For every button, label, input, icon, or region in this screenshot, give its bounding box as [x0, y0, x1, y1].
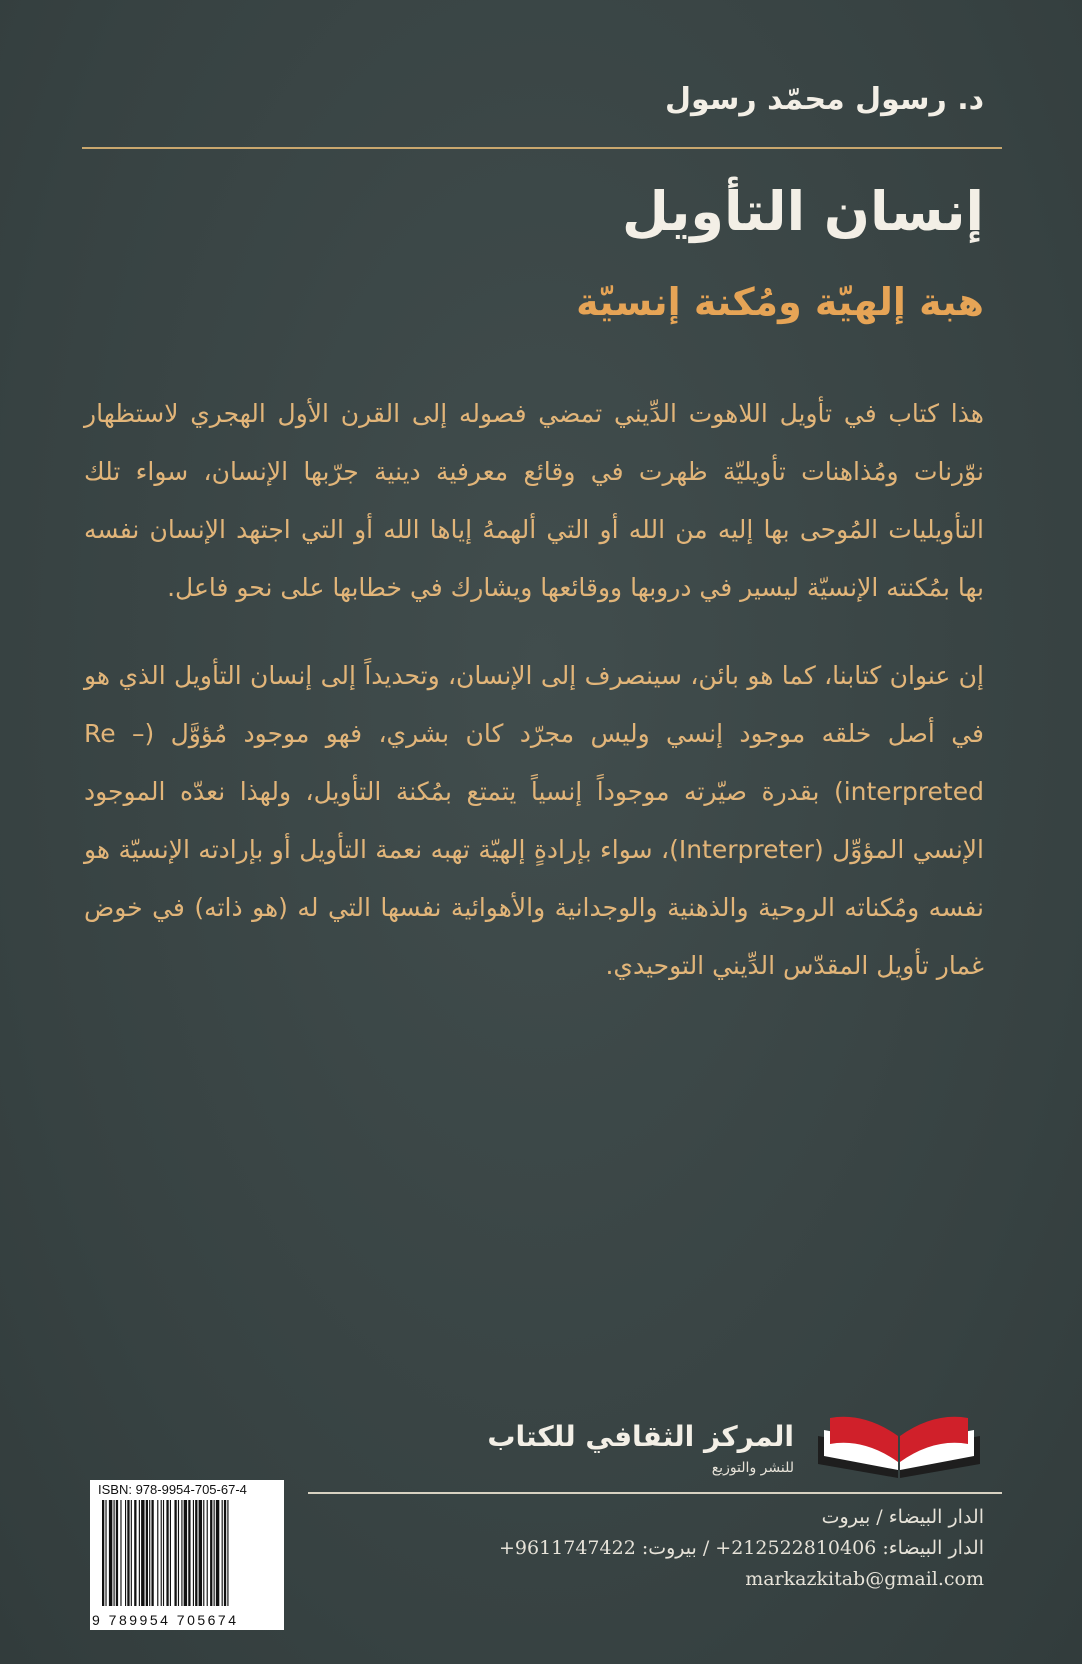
isbn-barcode	[90, 1480, 284, 1630]
top-divider	[82, 147, 1002, 149]
description-paragraph-1: هذا كتاب في تأويل اللاهوت الدِّيني تمضي فصوله إلى القرن الأول الهجري لاستظهار نوّرنات ومُذاهنات تأويليّة ظهرت في وقائع معرفية دينية جرّبها الإنسان، سواء تلك التأويليات المُوحى بها إليه من الله أو التي ألهمهُ إياها الله أو التي اجتهد الإنسان نفسه بها بمُكنته الإنسيّة ليسير في دروبها ووقائعها ويشارك في خطابها على نحو فاعل.	[84, 399, 984, 602]
bottom-divider	[308, 1492, 1002, 1494]
book-description	[84, 385, 984, 995]
open-book-logo-icon	[814, 1412, 984, 1482]
author-name: د. رسول محمّد رسول	[665, 82, 984, 117]
publisher-tagline: للنشر والتوزيع	[711, 1460, 794, 1476]
book-subtitle: هبة إلهيّة ومُكنة إنسيّة	[576, 280, 984, 324]
book-title: إنسان التأويل	[621, 180, 984, 243]
publisher-phones: الدار البيضاء: 212522810406+ / بيروت: 9611747422+	[498, 1537, 984, 1559]
barcode-digits: 9 789954 705674	[92, 1612, 239, 1628]
description-paragraph-2: إن عنوان كتابنا، كما هو بائن، سينصرف إلى الإنسان، وتحديداً إلى إنسان التأويل الذي هو في أصل خلقه موجود إنسي وليس مجرّد كان بشري، فهو موجود مُؤوَّل (Re – interpreted) بقدرة صيّرته موجوداً إنسياً يتمتع بمُكنة التأويل، ولهذا نعدّه الموجود الإنسي المؤوِّل (Interpreter)، سواء بإرادةٍ إلهيّة تهبه نعمة التأويل أو بإرادته الإنسيّة هو نفسه ومُكناته الروحية والذهنية والوجدانية والأهوائية نفسها التي له (هو ذاته) في خوض غمار تأويل المقدّس الدِّيني التوحيدي.	[84, 661, 985, 980]
barcode-bars	[98, 1500, 276, 1608]
publisher-cities: الدار البيضاء / بيروت	[821, 1506, 984, 1528]
isbn-label: ISBN: 978-9954-705-67-4	[98, 1482, 247, 1497]
publisher-block	[464, 1412, 984, 1492]
publisher-email: markazkitab@gmail.com	[745, 1568, 984, 1590]
contact-info	[364, 1502, 984, 1595]
publisher-name: المركز الثقافي للكتاب	[487, 1420, 794, 1453]
